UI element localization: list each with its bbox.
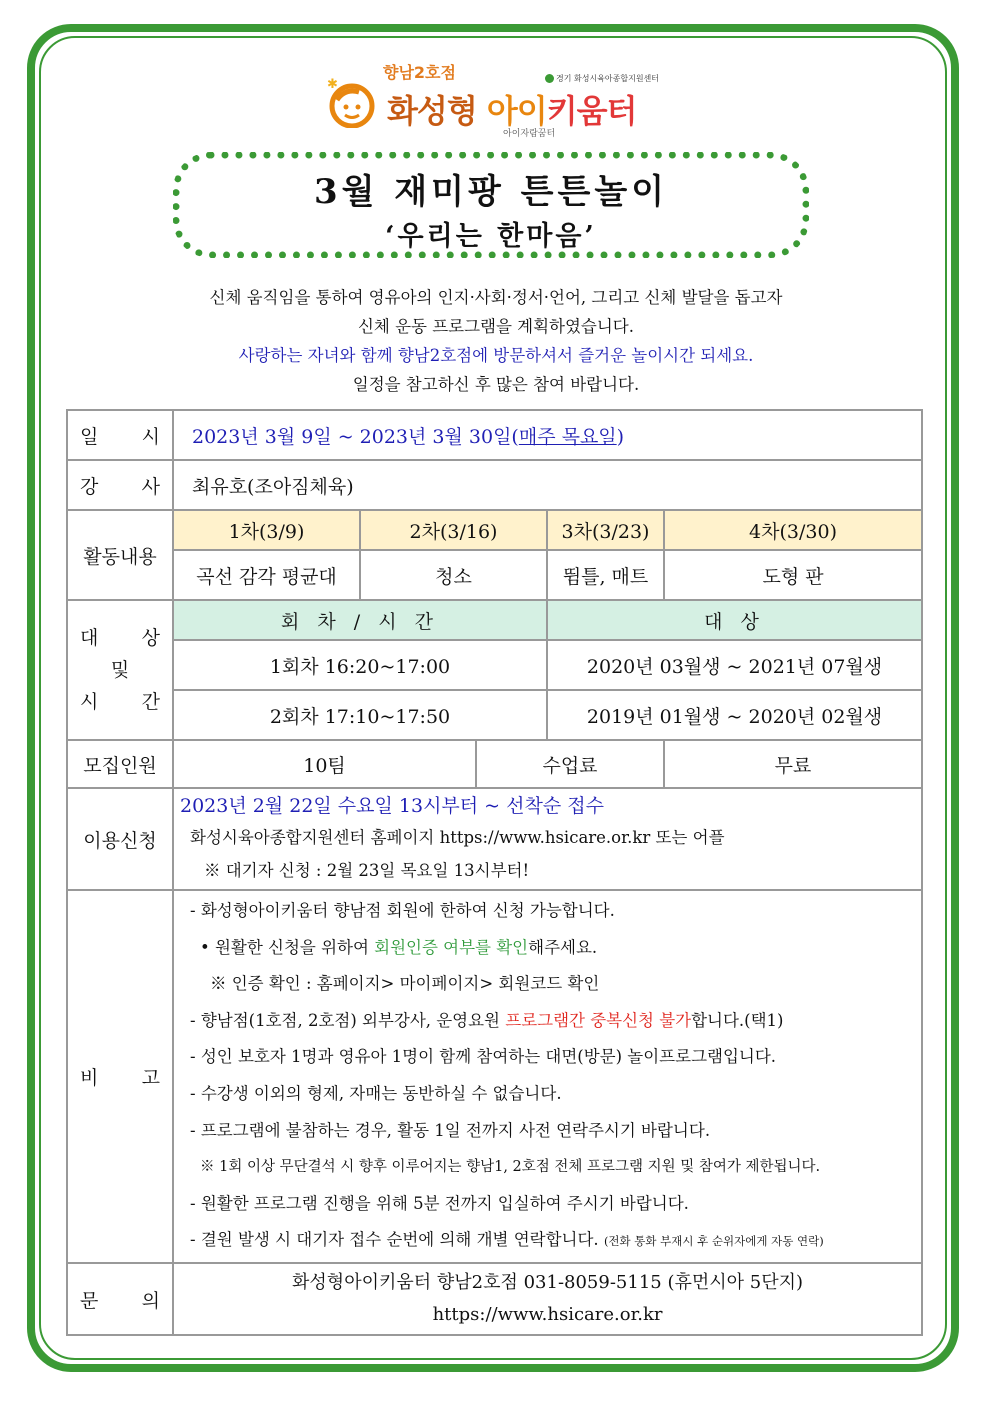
- activity-content: 도형 판: [664, 550, 922, 600]
- activity-content: 곡선 감각 평균대: [173, 550, 360, 600]
- activity-content: 뜀틀, 매트: [547, 550, 664, 600]
- contact-url: https://www.hsicare.or.kr: [432, 1304, 663, 1325]
- note-item: - 프로그램에 불참하는 경우, 활동 1일 전까지 사전 연락주시기 바랍니다.: [190, 1120, 711, 1140]
- schedule-value: 2023년 3월 9일 ~ 2023년 3월 30일(매주 목요일): [173, 410, 922, 460]
- note-item: • 원활한 신청을 위하여 회원인증 여부를 확인해주세요.: [200, 937, 598, 957]
- recruit-row: [67, 740, 922, 788]
- svg-text:✱: ✱: [327, 77, 338, 92]
- notes-label: 비 고: [67, 890, 173, 1263]
- activity-round: 2차(3/16): [360, 510, 547, 550]
- note-item: - 결원 발생 시 대기자 접수 순번에 의해 개별 연락합니다. (전화 통화 부재시 후 순위자에게 자동 연락): [190, 1230, 824, 1250]
- apply-info: [173, 788, 922, 890]
- logo-branch: 향남2호점: [383, 63, 456, 82]
- child-face-icon: [325, 76, 377, 128]
- target-label: 대 상 및 시 간: [67, 600, 173, 740]
- fee-label: 수업료: [476, 740, 664, 788]
- activity-round: 1차(3/9): [173, 510, 360, 550]
- target-time: 2회차 17:10~17:50: [173, 690, 547, 740]
- apply-row: [67, 788, 922, 890]
- instructor-value: 최유호(조아짐체육): [173, 460, 922, 510]
- intro-text: 신체 움직임을 통하여 영유아의 인지·사회·정서·언어, 그리고 신체 발달을 돕고자 신체 운동 프로그램을 계획하였습니다. 사랑하는 자녀와 함께 향남2호점에 방문하셔서 즐거운 놀이시간 되세요. 일정을 참고하신 후 많은 참여 바랍니다.: [209, 288, 783, 394]
- target-range: 2019년 01월생 ~ 2020년 02월생: [547, 690, 922, 740]
- logo: [325, 58, 665, 143]
- instructor-row: [67, 460, 922, 510]
- apply-homepage: 화성시육아종합지원센터 홈페이지 https://www.hsicare.or.kr 또는 어플: [190, 828, 725, 847]
- target-col-time: 회 차 / 시 간: [173, 600, 547, 640]
- activity-content: 청소: [360, 550, 547, 600]
- notes-content: [173, 890, 922, 1263]
- target-row: [67, 690, 922, 740]
- info-table: [66, 409, 923, 1336]
- contact-row: [67, 1263, 922, 1335]
- activity-header-row: [67, 510, 922, 550]
- contact-info: [173, 1263, 922, 1335]
- activity-label: 활동내용: [67, 510, 173, 600]
- target-col-target: 대 상: [547, 600, 922, 640]
- page-subtitle: ‘우리는 한마음’: [385, 221, 597, 252]
- target-header-row: [67, 600, 922, 640]
- target-row: [67, 640, 922, 690]
- target-range: 2020년 03월생 ~ 2021년 07월생: [547, 640, 922, 690]
- activity-round: 4차(3/30): [664, 510, 922, 550]
- note-item: - 원활한 프로그램 진행을 위해 5분 전까지 입실하여 주시기 바랍니다.: [190, 1193, 689, 1213]
- apply-waitlist: ※ 대기자 신청 : 2월 23일 목요일 13시부터!: [204, 861, 530, 880]
- page-title: 3월 재미팡 튼튼놀이: [313, 172, 669, 212]
- schedule-row: [67, 410, 922, 460]
- note-item: ※ 1회 이상 무단결석 시 향후 이루어지는 향남1, 2호점 전체 프로그램 지원 및 참여가 제한됩니다.: [200, 1159, 821, 1176]
- note-item: - 성인 보호자 1명과 영유아 1명이 함께 참여하는 대면(방문) 놀이프로그램입니다.: [190, 1047, 777, 1067]
- recruit-label: 모집인원: [67, 740, 173, 788]
- activity-round: 3차(3/23): [547, 510, 664, 550]
- logo-center-name: 경기 화성시육아종합지원센터: [545, 73, 659, 84]
- note-item: - 화성형아이키움터 향남점 회원에 한하여 신청 가능합니다.: [190, 901, 615, 921]
- recruit-value: 10팀: [173, 740, 476, 788]
- center-logo-icon: [545, 74, 554, 83]
- activity-content-row: [67, 550, 922, 600]
- fee-value: 무료: [664, 740, 922, 788]
- apply-period: 2023년 2월 22일 수요일 13시부터 ~ 선착순 접수: [180, 795, 604, 817]
- target-time: 1회차 16:20~17:00: [173, 640, 547, 690]
- note-item: - 수강생 이외의 형제, 자매는 동반하실 수 없습니다.: [190, 1084, 562, 1103]
- note-item: ※ 인증 확인 : 홈페이지> 마이페이지> 회원코드 확인: [210, 974, 600, 994]
- schedule-label: 일 시: [67, 410, 173, 460]
- contact-label: 문 의: [67, 1263, 173, 1335]
- logo-sub: 아이자람꿈터: [503, 129, 556, 139]
- contact-phone: 화성형아이키움터 향남2호점 031-8059-5115 (휴먼시아 5단지): [292, 1272, 803, 1293]
- notes-row: [67, 890, 922, 1263]
- logo-main: 화성형 아이키움터: [387, 92, 637, 130]
- note-item: - 향남점(1호점, 2호점) 외부강사, 운영요원 프로그램간 중복신청 불가합니다.(택1): [190, 1010, 784, 1030]
- instructor-label: 강 사: [67, 460, 173, 510]
- apply-label: 이용신청: [67, 788, 173, 890]
